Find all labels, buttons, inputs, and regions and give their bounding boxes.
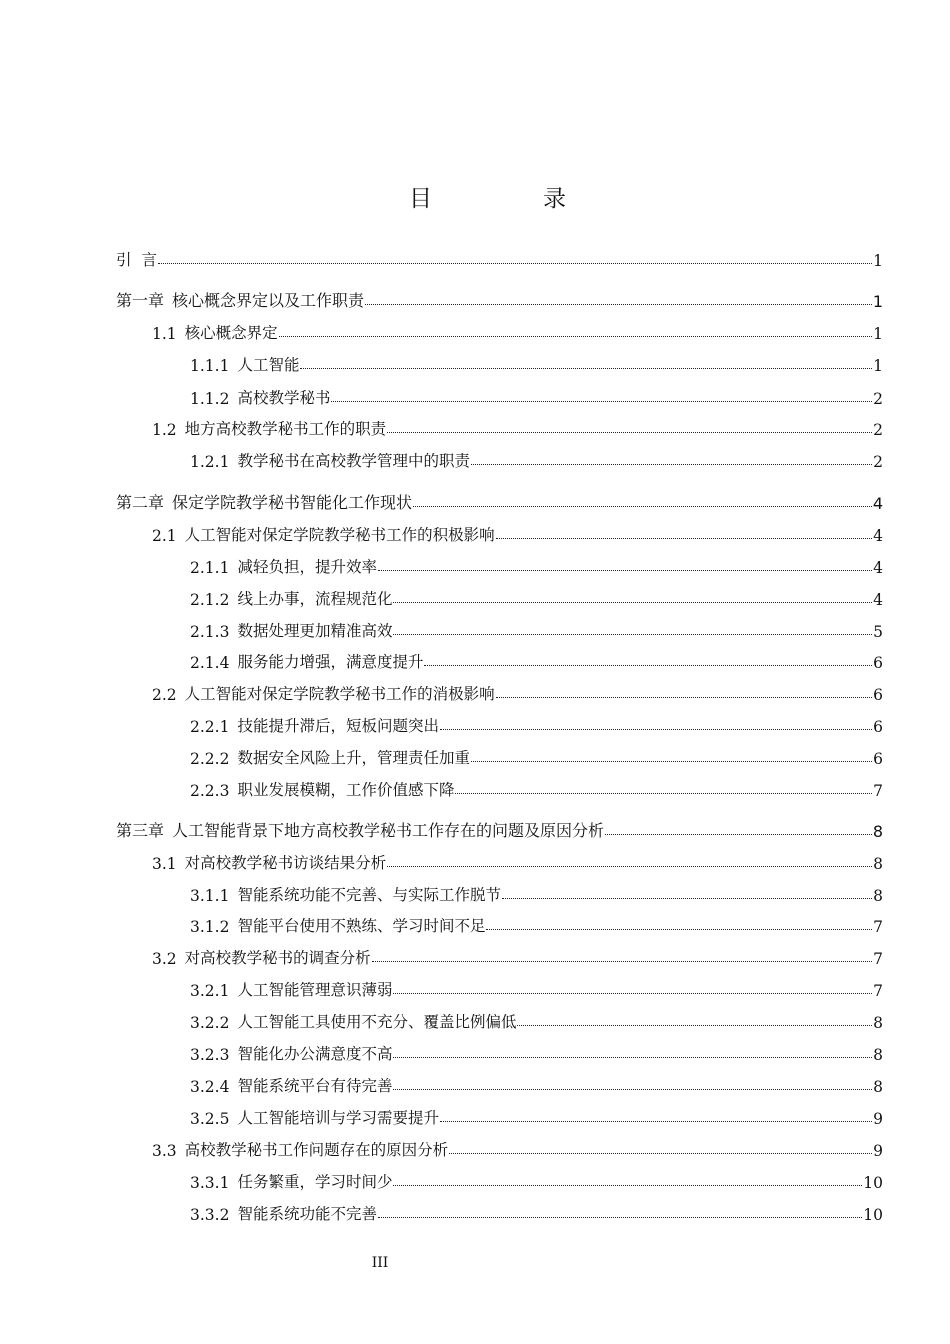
toc-entry-number: 第一章 [116, 291, 165, 310]
toc-entry[interactable] [190, 553, 883, 577]
toc-entry-number: 2.1.3 [190, 623, 230, 641]
toc-entry-page: 8 [873, 1014, 883, 1032]
toc-entry-page: 8 [873, 1078, 883, 1096]
toc-entry[interactable] [190, 585, 883, 609]
toc-entry[interactable] [152, 319, 883, 343]
dot-leader [440, 729, 872, 730]
toc-entry-title: 人工智能背景下地方高校教学秘书工作存在的问题及原因分析 [172, 821, 605, 840]
dot-leader [424, 665, 872, 666]
toc-entry-page: 2 [873, 453, 883, 471]
toc-entry-page: 7 [873, 982, 883, 1000]
dot-leader [449, 1153, 872, 1154]
toc-entry-number: 3.2 [152, 950, 177, 968]
toc-entry[interactable] [190, 1072, 883, 1096]
dot-leader [471, 761, 872, 762]
toc-entry-title: 人工智能培训与学习需要提升 [237, 1109, 439, 1127]
toc-entry-number: 1.2 [152, 421, 177, 439]
toc-entry-title: 人工智能工具使用不充分、覆盖比例偏低 [237, 1013, 517, 1031]
toc-entry[interactable] [190, 1168, 883, 1192]
toc-entry-title: 核心概念界定 [184, 324, 278, 342]
toc-entry-page: 7 [873, 918, 883, 936]
dot-leader [486, 929, 872, 930]
toc-entry-number: 第二章 [116, 493, 165, 512]
toc-entry-page: 8 [873, 887, 883, 905]
toc-entry-title: 人工智能对保定学院教学秘书工作的消极影响 [184, 685, 495, 703]
toc-entry-number: 2.2.3 [190, 782, 230, 800]
dot-leader [279, 336, 872, 337]
dot-leader [378, 570, 872, 571]
toc-entry-number: 3.3.2 [190, 1206, 230, 1224]
dot-leader [413, 506, 872, 507]
toc-entry-number: 2.2.1 [190, 718, 230, 736]
toc-entry[interactable] [152, 680, 883, 704]
toc-entry[interactable] [116, 246, 883, 270]
toc-entry-title: 智能系统功能不完善、与实际工作脱节 [237, 886, 501, 904]
toc-entry-title: 人工智能管理意识薄弱 [237, 981, 393, 999]
dot-leader [440, 1121, 872, 1122]
toc-entry[interactable] [190, 912, 883, 936]
toc-entry[interactable] [152, 1136, 883, 1160]
toc-entry-title: 数据处理更加精准高效 [237, 622, 393, 640]
toc-entry[interactable] [190, 1104, 883, 1128]
toc-entry-title: 地方高校教学秘书工作的职责 [184, 420, 387, 438]
toc-entry-title: 数据安全风险上升，管理责任加重 [237, 749, 470, 767]
toc-entry[interactable] [190, 881, 883, 905]
toc-entry-title: 职业发展模糊，工作价值感下降 [237, 781, 455, 799]
dot-leader [393, 1185, 862, 1186]
toc-entry-number: 3.3 [152, 1142, 177, 1160]
toc-entry-title: 线上办事，流程规范化 [237, 590, 393, 608]
toc-entry-number: 3.1.2 [190, 918, 230, 936]
toc-entry-title: 言 [141, 251, 158, 269]
toc-entry[interactable] [190, 744, 883, 768]
toc-entry-title: 智能系统平台有待完善 [237, 1077, 393, 1095]
toc-entry-page: 4 [873, 591, 883, 609]
dot-leader [387, 866, 872, 867]
toc-entry[interactable] [190, 712, 883, 736]
toc-entry-title: 智能系统功能不完善 [237, 1205, 377, 1223]
toc-entry-number: 1.1 [152, 325, 177, 343]
toc-entry-number: 2.2 [152, 686, 177, 704]
dot-leader [372, 961, 872, 962]
dot-leader [393, 1089, 872, 1090]
toc-entry[interactable] [190, 976, 883, 1000]
toc-entry-title: 人工智能对保定学院教学秘书工作的积极影响 [184, 526, 495, 544]
toc-entry-page: 1 [873, 325, 883, 343]
dot-leader [300, 368, 872, 369]
toc-entry[interactable] [190, 351, 883, 375]
dot-leader [378, 1217, 862, 1218]
toc-entry-page: 8 [873, 1046, 883, 1064]
toc-entry-number: 2.1.4 [190, 654, 230, 672]
toc-entry-title: 教学秘书在高校教学管理中的职责 [237, 452, 470, 470]
page-number: III [371, 1255, 389, 1271]
dot-leader [393, 602, 872, 603]
toc-entry-page: 9 [873, 1142, 883, 1160]
toc-entry-number: 3.2.2 [190, 1014, 230, 1032]
toc-entry-title: 对高校教学秘书访谈结果分析 [184, 854, 387, 872]
dot-leader [387, 432, 872, 433]
toc-entry-title: 减轻负担，提升效率 [237, 558, 377, 576]
dot-leader [158, 263, 872, 264]
toc-entry[interactable] [116, 489, 883, 513]
toc-entry-number: 3.2.3 [190, 1046, 230, 1064]
toc-entry-number: 3.3.1 [190, 1174, 230, 1192]
toc-entry[interactable] [190, 1200, 883, 1224]
dot-leader [331, 401, 872, 402]
toc-entry[interactable] [190, 617, 883, 641]
toc-entry-title: 任务繁重，学习时间少 [237, 1173, 393, 1191]
toc-entry-page: 6 [873, 686, 883, 704]
toc-entry-number: 3.1.1 [190, 887, 230, 905]
toc-entry-number: 3.1 [152, 855, 177, 873]
toc-entry[interactable] [152, 521, 883, 545]
dot-leader [393, 1057, 872, 1058]
dot-leader [365, 304, 872, 305]
toc-entry-title: 智能化办公满意度不高 [237, 1045, 393, 1063]
dot-leader [455, 793, 872, 794]
toc-entry[interactable] [152, 944, 883, 968]
toc-entry-page: 5 [873, 623, 883, 641]
toc-entry-number: 引 [116, 251, 132, 269]
toc-entry-page: 2 [873, 421, 883, 439]
toc-entry-number: 1.2.1 [190, 453, 230, 471]
toc-entry[interactable] [190, 447, 883, 471]
toc-entry-number: 2.2.2 [190, 750, 230, 768]
toc-entry-number: 2.1.2 [190, 591, 230, 609]
toc-entry-page: 8 [872, 822, 883, 841]
toc-entry-number: 3.2.4 [190, 1078, 230, 1096]
toc-entry-title: 高校教学秘书 [237, 389, 331, 407]
toc-entry-title: 智能平台使用不熟练、学习时间不足 [237, 917, 486, 935]
dot-leader [393, 993, 872, 994]
toc-entry[interactable] [190, 1040, 883, 1064]
toc-entry[interactable] [190, 384, 883, 408]
toc-entry-page: 4 [873, 559, 883, 577]
toc-entry-page: 6 [873, 750, 883, 768]
dot-leader [502, 898, 872, 899]
toc-entry-title: 服务能力增强，满意度提升 [237, 653, 424, 671]
toc-entry-title: 对高校教学秘书的调查分析 [184, 949, 371, 967]
toc-entry-page: 7 [873, 782, 883, 800]
toc-entry[interactable] [190, 1008, 883, 1032]
toc-entry-title: 人工智能 [237, 356, 300, 374]
toc-entry-page: 6 [873, 718, 883, 736]
toc-entry-page: 1 [873, 357, 883, 375]
toc-entry-page: 10 [863, 1206, 883, 1224]
toc-entry-number: 3.2.1 [190, 982, 230, 1000]
toc-entry-page: 4 [872, 494, 883, 513]
toc-entry[interactable] [190, 776, 883, 800]
toc-entry[interactable] [116, 287, 883, 311]
dot-leader [471, 464, 872, 465]
toc-entry-number: 1.1.1 [190, 357, 230, 375]
toc-entry-title: 保定学院教学秘书智能化工作现状 [172, 493, 413, 512]
toc-entry-number: 第三章 [116, 821, 165, 840]
toc-entry-page: 9 [873, 1110, 883, 1128]
toc-entry-page: 1 [872, 292, 883, 311]
dot-leader [517, 1025, 872, 1026]
toc-entry-page: 7 [873, 950, 883, 968]
toc-entry-page: 1 [873, 252, 883, 270]
toc-entry-page: 8 [873, 855, 883, 873]
dot-leader [605, 834, 872, 835]
dot-leader [496, 538, 872, 539]
dot-leader [496, 697, 872, 698]
toc-entry[interactable] [190, 648, 883, 672]
toc-entry-number: 3.2.5 [190, 1110, 230, 1128]
toc-entry-number: 2.1.1 [190, 559, 230, 577]
toc-entry-title: 技能提升滞后，短板问题突出 [237, 717, 439, 735]
toc-entry-page: 2 [873, 390, 883, 408]
toc-entry-page: 6 [873, 654, 883, 672]
toc-entry[interactable] [116, 817, 883, 841]
toc-entry-page: 4 [873, 527, 883, 545]
toc-entry-page: 10 [863, 1174, 883, 1192]
toc-entry[interactable] [152, 415, 883, 439]
dot-leader [393, 634, 872, 635]
toc-entry-number: 2.1 [152, 527, 177, 545]
toc-entry-title: 高校教学秘书工作问题存在的原因分析 [184, 1141, 449, 1159]
toc-entry-number: 1.1.2 [190, 390, 230, 408]
page-title: 目 录 [409, 186, 610, 212]
toc-entry[interactable] [152, 849, 883, 873]
toc-entry-title: 核心概念界定以及工作职责 [172, 291, 365, 310]
